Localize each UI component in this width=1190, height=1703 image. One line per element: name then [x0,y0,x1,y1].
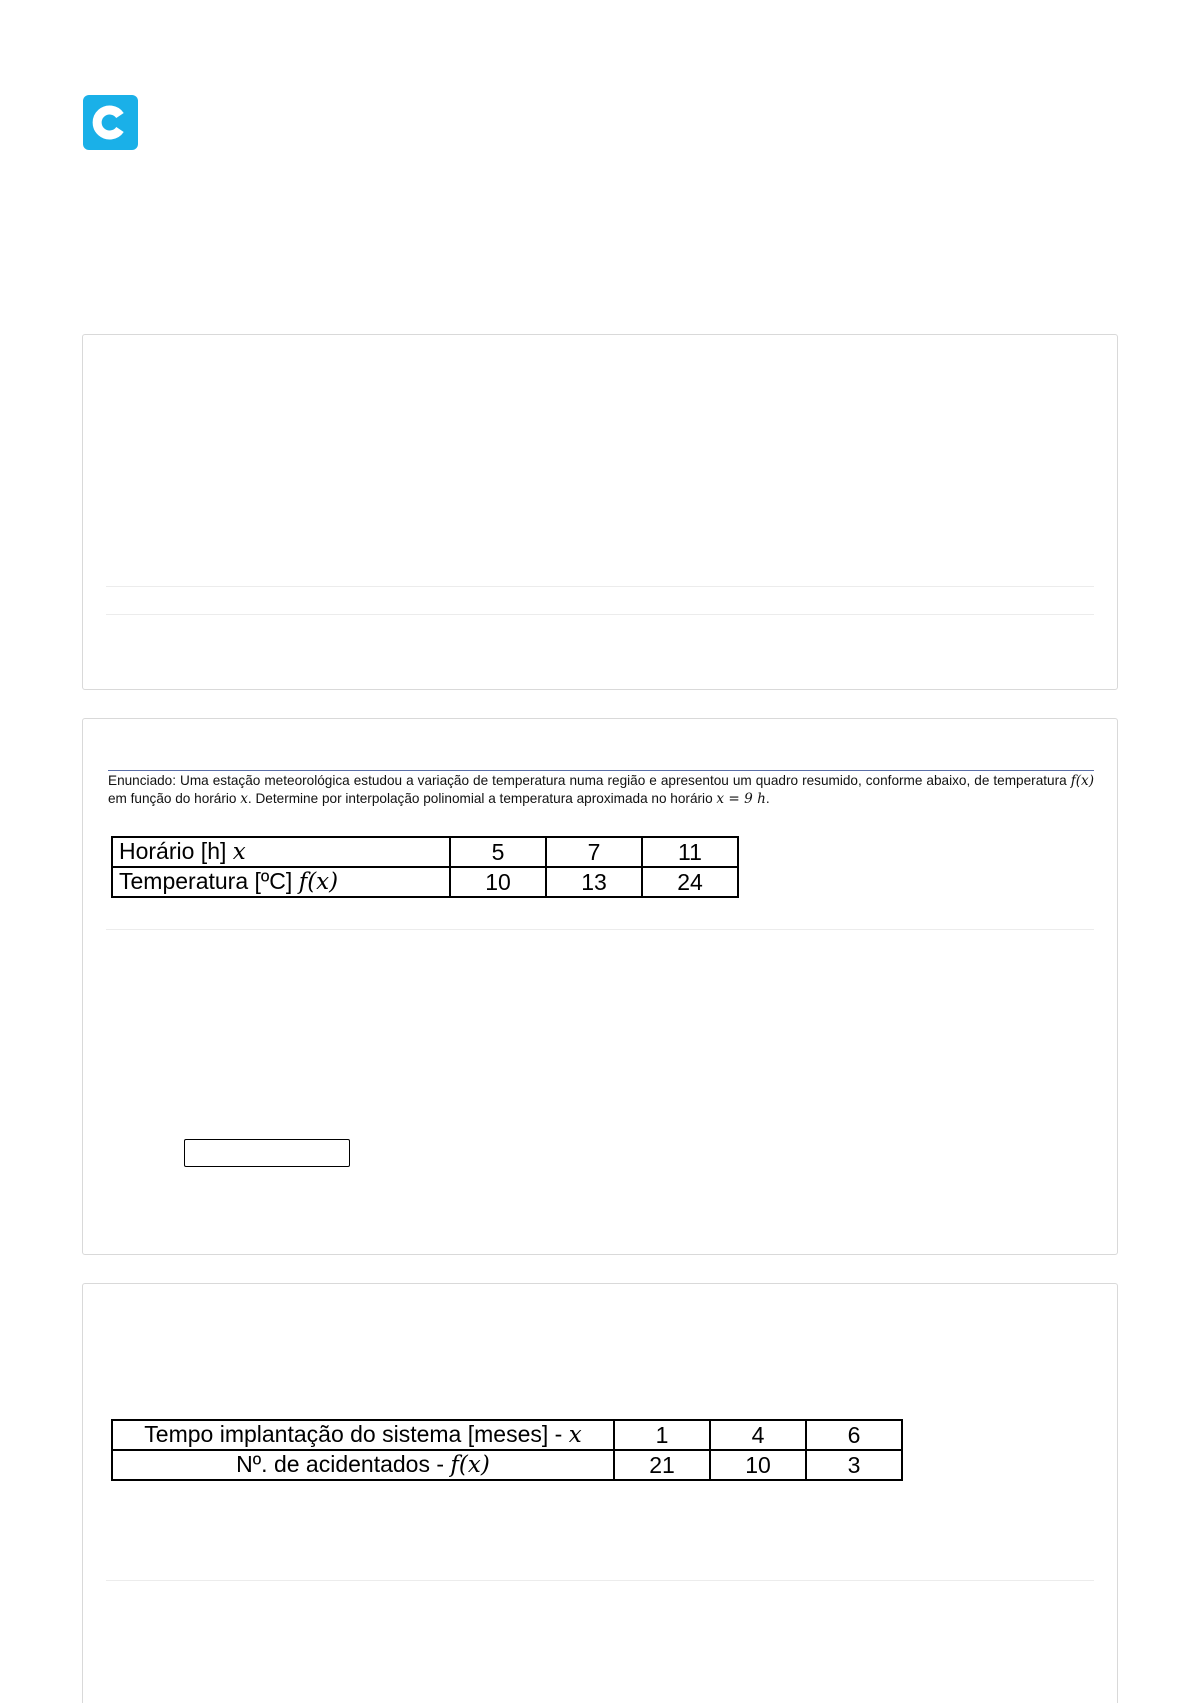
question-card-1 [82,334,1118,690]
row-label: Horário [h] x [112,837,450,867]
table-cell: 4 [710,1420,806,1450]
table-row [112,1420,902,1450]
table-cell: 10 [710,1450,806,1480]
data-table [111,1419,903,1481]
statement-math: f(x) [1070,773,1094,789]
table-cell: 1 [614,1420,710,1450]
question-card-2 [82,718,1118,1255]
row-label: Nº. de acidentados - f(x) [112,1450,614,1480]
table-cell: 21 [614,1450,710,1480]
divider [106,614,1094,615]
table-row [112,1450,902,1480]
table-cell: 10 [450,867,546,897]
statement-math: x = 9 h [716,791,766,807]
statement-text: . [765,791,770,806]
statement-math: x [240,791,248,807]
table-cell: 24 [642,867,738,897]
table-cell: 13 [546,867,642,897]
row-label: Tempo implantação do sistema [meses] - x [112,1420,614,1450]
statement-text: . Determine por interpolação polinomial a temperatura aproximada no horário [247,791,717,806]
table-cell: 11 [642,837,738,867]
table-cell: 7 [546,837,642,867]
statement-text: Enunciado: Uma estação meteorológica estudou a variação de temperatura numa região e apresentou um quadro resumido, conforme abaixo, de temperatura [108,773,1071,788]
table-cell: 6 [806,1420,902,1450]
table-cell: 3 [806,1450,902,1480]
question-statement [108,770,1094,808]
table-cell: 5 [450,837,546,867]
divider [106,929,1094,930]
data-table [111,836,739,898]
question-card-3 [82,1283,1118,1703]
table-row [112,867,738,897]
table-row [112,837,738,867]
statement-text: em função do horário [108,791,241,806]
answer-input[interactable] [184,1139,350,1167]
divider [106,586,1094,587]
c-logo-icon [83,95,138,150]
row-label: Temperatura [ºC] f(x) [112,867,450,897]
divider [106,1580,1094,1581]
